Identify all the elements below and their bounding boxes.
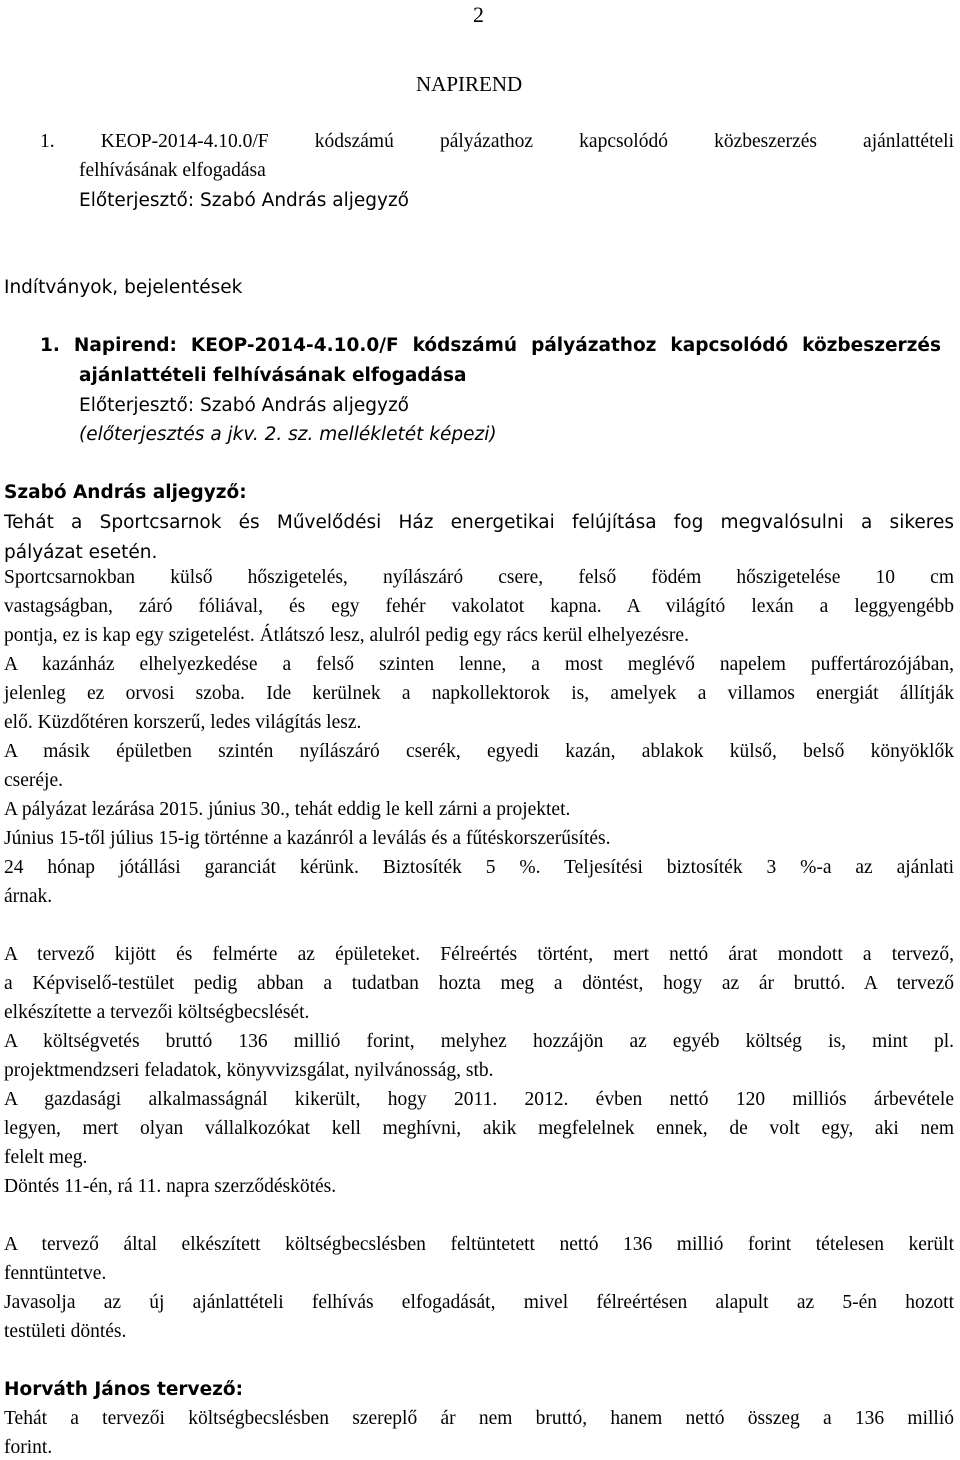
item-heading-line-1: 1. Napirend: KEOP-2014-4.10.0/F kódszámú pályázathoz kapcsolódó közbeszerzés bbox=[40, 335, 941, 356]
body-line: A tervező kijött és felmérte az épületeket. Félreértés történt, mert nettó árat mondott a tervező, bbox=[4, 944, 954, 965]
agenda-item-1-presenter: Előterjesztő: Szabó András aljegyző bbox=[79, 190, 409, 211]
body-line: A pályázat lezárása 2015. június 30., tehát eddig le kell zárni a projektet. bbox=[4, 799, 571, 820]
body-line: Sportcsarnokban külső hőszigetelés, nyílászáró csere, felső födém hőszigetelése 10 cm bbox=[4, 567, 954, 588]
body-line: a Képviselő-testület pedig abban a tudatban hozta meg a döntést, hogy az ár bruttó. A tervező bbox=[4, 973, 954, 994]
body-line: A gazdasági alkalmasságnál kikerült, hogy 2011. 2012. évben nettó 120 milliós árbevétele bbox=[4, 1089, 954, 1110]
page-number: 2 bbox=[473, 2, 484, 27]
body-line: A tervező által elkészített költségbecslésben feltüntetett nettó 136 millió forint tételesen került bbox=[4, 1234, 954, 1255]
speaker-1-paragraph bbox=[4, 508, 954, 568]
body-line: cseréje. bbox=[4, 770, 63, 791]
body-line: jelenleg ez orvosi szoba. Ide kerülnek a napkollektorok is, amelyek a villamos energiát állítják bbox=[4, 683, 954, 704]
speaker-2-name: Horváth János tervező: bbox=[4, 1379, 244, 1400]
body-line: fenntüntetve. bbox=[4, 1263, 107, 1284]
body-line: pontja, ez is kap egy szigetelést. Átlátszó lesz, alulról pedig egy rács kerül elhelyezésre. bbox=[4, 625, 689, 646]
speaker-2-line: forint. bbox=[4, 1437, 53, 1458]
body-line: vastagságban, záró fóliával, és egy fehér vakolatot kapna. A világító lexán a leggyengébb bbox=[4, 596, 954, 617]
agenda-item-1-line-1: 1. KEOP-2014-4.10.0/F kódszámú pályázathoz kapcsolódó közbeszerzés ajánlattételi bbox=[40, 131, 954, 152]
agenda-item-1-line-2: felhívásának elfogadása bbox=[79, 160, 266, 181]
body-line: Döntés 11-én, rá 11. napra szerződéskötés. bbox=[4, 1176, 337, 1197]
body-line: elő. Küzdőtéren korszerű, ledes világítás lesz. bbox=[4, 712, 362, 733]
body-line: testületi döntés. bbox=[4, 1321, 127, 1342]
body-line: 24 hónap jótállási garanciát kérünk. Biztosíték 5 %. Teljesítési biztosíték 3 %-a az ajánlati bbox=[4, 857, 954, 878]
body-line: A kazánház elhelyezkedése a felső szinten lenne, a most meglévő napelem puffertározójában, bbox=[4, 654, 954, 675]
body-line: A költségvetés bruttó 136 millió forint, melyhez hozzájön az egyéb költség is, mint pl. bbox=[4, 1031, 954, 1052]
agenda-title: NAPIREND bbox=[416, 72, 523, 96]
speaker-1-line: Tehát a Sportcsarnok és Művelődési Ház energetikai felújítása fog megvalósulni a sikeres bbox=[4, 512, 954, 533]
body-line: Június 15-től július 15-ig történne a kazánról a leválás és a fűtéskorszerűsítés. bbox=[4, 828, 611, 849]
body-line: legyen, mert olyan vállalkozókat kell meghívni, akik megfelelnek ennek, de volt egy, aki nem bbox=[4, 1118, 954, 1139]
body-line: árnak. bbox=[4, 886, 53, 907]
item-presenter: Előterjesztő: Szabó András aljegyző bbox=[79, 395, 409, 416]
body-line: A másik épületben szintén nyílászáró cserék, egyedi kazán, ablakok külső, belső könyöklők bbox=[4, 741, 954, 762]
speaker-1-line: pályázat esetén. bbox=[4, 542, 158, 563]
body-line: elkészítette a tervezői költségbecslését. bbox=[4, 1002, 310, 1023]
body-line: Javasolja az új ajánlattételi felhívás elfogadását, mivel félreértésen alapult az 5-én hozott bbox=[4, 1292, 954, 1313]
item-heading-line-2: ajánlattételi felhívásának elfogadása bbox=[79, 365, 467, 386]
speaker-1-name: Szabó András aljegyző: bbox=[4, 482, 247, 503]
agenda-motions: Indítványok, bejelentések bbox=[4, 277, 243, 298]
speaker-2-line: Tehát a tervezői költségbecslésben szereplő ár nem bruttó, hanem nettó összeg a 136 millió bbox=[4, 1408, 954, 1429]
body-line: projektmendzseri feladatok, könyvvizsgálat, nyilvánosság, stb. bbox=[4, 1060, 494, 1081]
body-line: felelt meg. bbox=[4, 1147, 88, 1168]
item-note: (előterjesztés a jkv. 2. sz. mellékletét képezi) bbox=[79, 424, 497, 445]
